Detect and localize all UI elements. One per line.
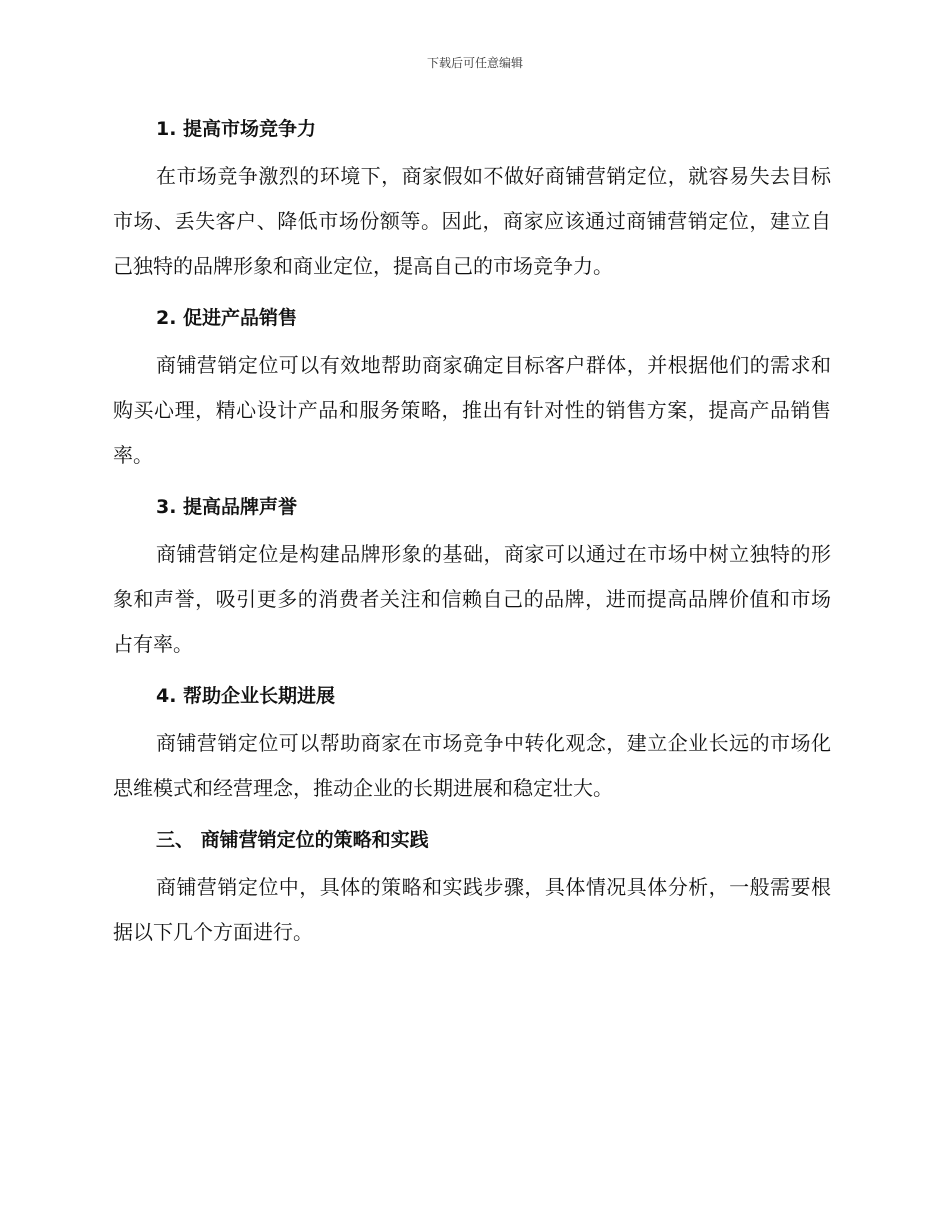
section-5: [113, 823, 831, 955]
section-1: [113, 112, 831, 289]
section-2: [113, 301, 831, 478]
document-body: [113, 112, 831, 967]
section-heading: 3. 提高品牌声誉: [156, 496, 298, 518]
section-heading: 1. 提高市场竞争力: [156, 118, 317, 140]
section-heading: 2. 促进产品销售: [156, 307, 298, 329]
section-3: [113, 490, 831, 667]
section-paragraph: 在市场竞争激烈的环境下，商家假如不做好商铺营销定位，就容易失去目标市场、丢失客户、降低市场份额等。因此，商家应该通过商铺营销定位，建立自己独特的品牌形象和商业定位，提高自己的市场竞争力。: [113, 164, 831, 278]
section-paragraph: 商铺营销定位是构建品牌形象的基础，商家可以通过在市场中树立独特的形象和声誉，吸引更多的消费者关注和信赖自己的品牌，进而提高品牌价值和市场占有率。: [113, 542, 831, 656]
section-paragraph: 商铺营销定位可以帮助商家在市场竞争中转化观念，建立企业长远的市场化思维模式和经营理念，推动企业的长期进展和稳定壮大。: [113, 731, 831, 800]
section-4: [113, 679, 831, 811]
section-heading: 三、 商铺营销定位的策略和实践: [156, 829, 429, 851]
section-heading: 4. 帮助企业长期进展: [156, 685, 336, 707]
section-paragraph: 商铺营销定位中，具体的策略和实践步骤，具体情况具体分析，一般需要根据以下几个方面进行。: [113, 875, 831, 944]
page-header-note: 下载后可任意编辑: [426, 56, 523, 70]
section-paragraph: 商铺营销定位可以有效地帮助商家确定目标客户群体，并根据他们的需求和购买心理，精心设计产品和服务策略，推出有针对性的销售方案，提高产品销售率。: [113, 353, 831, 467]
